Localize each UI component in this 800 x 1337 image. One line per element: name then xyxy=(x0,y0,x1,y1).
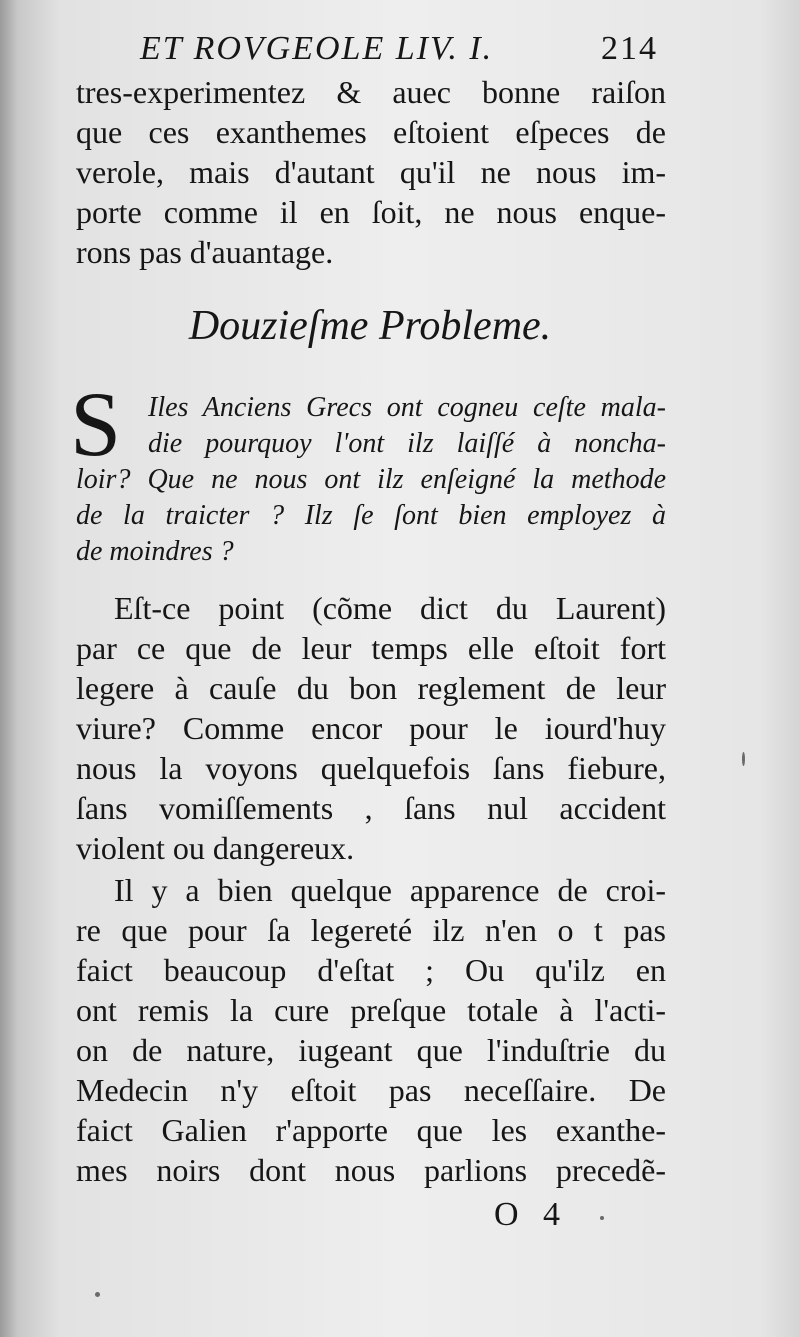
paragraph-one xyxy=(76,588,666,868)
ink-speck xyxy=(742,752,745,766)
running-head xyxy=(140,30,660,70)
signature-mark: O 4 xyxy=(494,1196,569,1233)
text-line: Iles Anciens Grecs ont cogneu ceſte mala- xyxy=(148,392,666,423)
text-line: re que pour ſa legereté ilz n'en o t pas xyxy=(76,912,666,948)
opening-paragraph xyxy=(76,72,666,272)
text-line: Il y a bien quelque apparence de croi- xyxy=(114,872,666,908)
text-line: mes noirs dont nous parlions precedẽ- xyxy=(76,1152,666,1188)
text-line: de moindres ? xyxy=(76,536,234,567)
page-number: 214 xyxy=(601,30,658,67)
text-line: de la traicter ? Ilz ſe ſont bien employez à xyxy=(76,500,666,531)
text-line: ont remis la cure preſque totale à l'acti- xyxy=(76,992,666,1028)
drop-cap: S xyxy=(70,373,122,475)
question-paragraph xyxy=(76,390,666,570)
running-head-title: ET ROVGEOLE LIV. I. xyxy=(140,30,494,67)
text-line: tres-experimentez & auec bonne raiſon xyxy=(76,74,666,110)
text-line: faict Galien r'apporte que les exanthe- xyxy=(76,1112,666,1148)
text-line: on de nature, iugeant que l'induſtrie du xyxy=(76,1032,666,1068)
text-line: violent ou dangereux. xyxy=(76,830,355,866)
text-line: loir? Que ne nous ont ilz enſeigné la methode xyxy=(76,464,666,495)
text-line: viure? Comme encor pour le iourd'huy xyxy=(76,710,666,746)
text-line: nous la voyons quelquefois ſans fiebure, xyxy=(76,750,666,786)
text-line: rons pas d'auantage. xyxy=(76,234,334,270)
text-line: Medecin n'y eſtoit pas neceſſaire. De xyxy=(76,1072,666,1108)
paragraph-two xyxy=(76,870,666,1190)
text-line: die pourquoy l'ont ilz laiſſé à noncha- xyxy=(148,428,666,459)
section-heading: Douzieſme Probleme. xyxy=(188,303,552,349)
text-line: legere à cauſe du bon reglement de leur xyxy=(76,670,666,706)
text-line: par ce que de leur temps elle eſtoit fort xyxy=(76,630,666,666)
ink-speck xyxy=(95,1292,100,1297)
text-line: faict beaucoup d'eſtat ; Ou qu'ilz en xyxy=(76,952,666,988)
text-line: Eſt-ce point (cõme dict du Laurent) xyxy=(114,590,666,626)
text-line: ſans vomiſſements , ſans nul accident xyxy=(76,790,666,826)
ink-speck xyxy=(600,1216,604,1220)
text-line: que ces exanthemes eſtoient eſpeces de xyxy=(76,114,666,150)
text-line: porte comme il en ſoit, ne nous enque- xyxy=(76,194,666,230)
text-line: verole, mais d'autant qu'il ne nous im- xyxy=(76,154,666,190)
